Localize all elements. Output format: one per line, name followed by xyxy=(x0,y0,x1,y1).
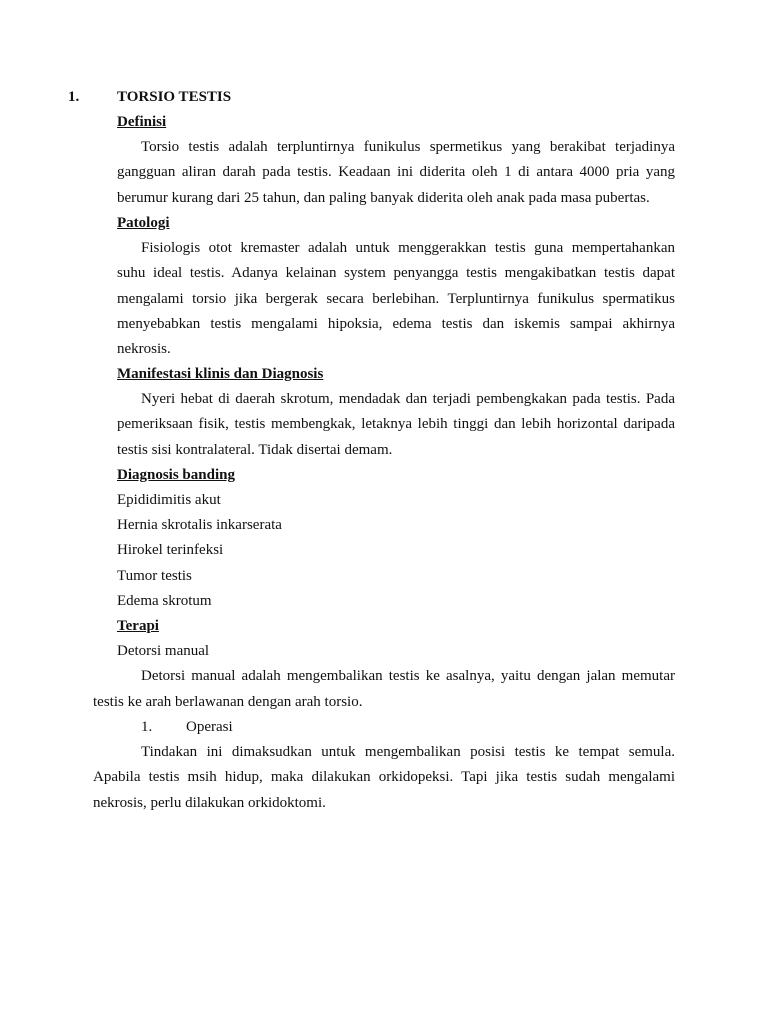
operasi-line-3: nekrosis, perlu dilakukan orkidoktomi. xyxy=(93,795,326,811)
diagnosis-banding-item: Hirokel terinfeksi xyxy=(117,542,224,558)
section-number: 1. xyxy=(68,89,80,105)
patologi-line-5: nekrosis. xyxy=(117,341,171,357)
diagnosis-banding-item: Epididimitis akut xyxy=(117,492,221,508)
patologi-line-3: mengalami torsio jika bergerak secara berlebihan. Terpluntirnya funikulus spermatikus xyxy=(117,291,675,307)
manifestasi-line-3: testis sisi kontralateral. Tidak disertai demam. xyxy=(117,442,393,458)
terapi-heading: Terapi xyxy=(117,618,159,634)
operasi-number: 1. xyxy=(141,719,153,735)
manifestasi-line-2: pemeriksaan fisik, testis membengkak, letaknya lebih tinggi dan lebih horizontal daripada xyxy=(117,416,675,432)
patologi-line-4: menyebabkan testis mengalami hipoksia, edema testis dan iskemis sampai akhirnya xyxy=(117,316,675,332)
definisi-heading: Definisi xyxy=(117,114,167,130)
diagnosis-banding-item: Hernia skrotalis inkarserata xyxy=(117,517,282,533)
patologi-heading: Patologi xyxy=(117,215,170,231)
detorsi-line-1: Detorsi manual adalah mengembalikan testis ke asalnya, yaitu dengan jalan memutar xyxy=(141,668,675,684)
operasi-line-2: Apabila testis msih hidup, maka dilakukan orkidopeksi. Tapi jika testis sudah mengalami xyxy=(93,769,675,785)
operasi-line-1: Tindakan ini dimaksudkan untuk mengembalikan posisi testis ke tempat semula. xyxy=(141,744,675,760)
manifestasi-line-1: Nyeri hebat di daerah skrotum, mendadak dan terjadi pembengkakan pada testis. Pada xyxy=(141,391,675,407)
terapi-subheading-detorsi: Detorsi manual xyxy=(117,643,210,659)
definisi-line-1: Torsio testis adalah terpluntirnya funikulus spermetikus yang berakibat terjadinya xyxy=(141,139,675,155)
definisi-line-2: gangguan aliran darah pada testis. Keadaan ini diderita oleh 1 di antara 4000 pria yang xyxy=(117,164,675,180)
diagnosis-banding-item: Edema skrotum xyxy=(117,593,212,609)
manifestasi-heading: Manifestasi klinis dan Diagnosis xyxy=(117,366,324,382)
diagnosis-banding-heading: Diagnosis banding xyxy=(117,467,235,483)
patologi-line-2: suhu ideal testis. Adanya kelainan system penyangga testis mengakibatkan testis dapat xyxy=(117,265,675,281)
operasi-label: Operasi xyxy=(186,719,233,735)
definisi-line-3: berumur kurang dari 25 tahun, dan paling banyak diderita oleh anak pada masa pubertas. xyxy=(117,190,650,206)
patologi-line-1: Fisiologis otot kremaster adalah untuk menggerakkan testis guna mempertahankan xyxy=(141,240,675,256)
section-title: TORSIO TESTIS xyxy=(117,89,232,105)
detorsi-line-2: testis ke arah berlawanan dengan arah torsio. xyxy=(93,694,363,710)
diagnosis-banding-item: Tumor testis xyxy=(117,568,192,584)
